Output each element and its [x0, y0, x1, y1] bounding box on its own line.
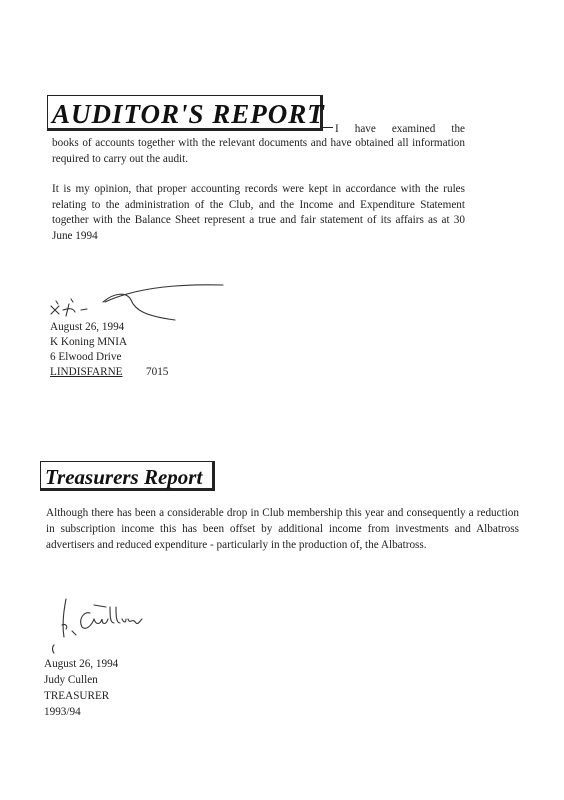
treasurer-date: August 26, 1994	[44, 658, 119, 670]
heading-rule	[323, 127, 333, 128]
auditor-street: 6 Elwood Drive	[50, 351, 122, 363]
treasurers-report-heading: Treasurers Report	[40, 461, 215, 491]
auditor-para1: books of accounts together with the relevant documents and have obtained all information required to carry out the audit.	[52, 137, 465, 165]
treasurer-title: TREASURER	[44, 690, 110, 702]
treasurer-signature	[40, 595, 170, 655]
auditor-para2: It is my opinion, that proper accounting records were kept in accordance with the rules relating to the administration of the Club, and the Income and Expenditure Statement together with the Balance Sheet represent a true and fair statement of its affairs as at 30 June 1994	[52, 183, 465, 242]
auditor-suburb: LINDISFARNE	[50, 366, 123, 378]
auditor-report-heading: AUDITOR'S REPORT	[47, 95, 323, 131]
auditor-name: K Koning MNIA	[50, 336, 128, 348]
treasurer-name: Judy Cullen	[44, 674, 98, 686]
treasurer-para: Although there has been a considerable drop in Club membership this year and consequently a reduction in subscription income this has been offset by additional income from investments and Albatross advertisers and reduced expenditure - particularly in the production of, the Albatross.	[46, 507, 519, 551]
auditor-postcode: 7015	[146, 366, 169, 378]
auditor-date: August 26, 1994	[50, 321, 125, 333]
treasurer-year: 1993/94	[44, 706, 81, 718]
auditor-para1-lead: I have examined the	[335, 123, 465, 135]
